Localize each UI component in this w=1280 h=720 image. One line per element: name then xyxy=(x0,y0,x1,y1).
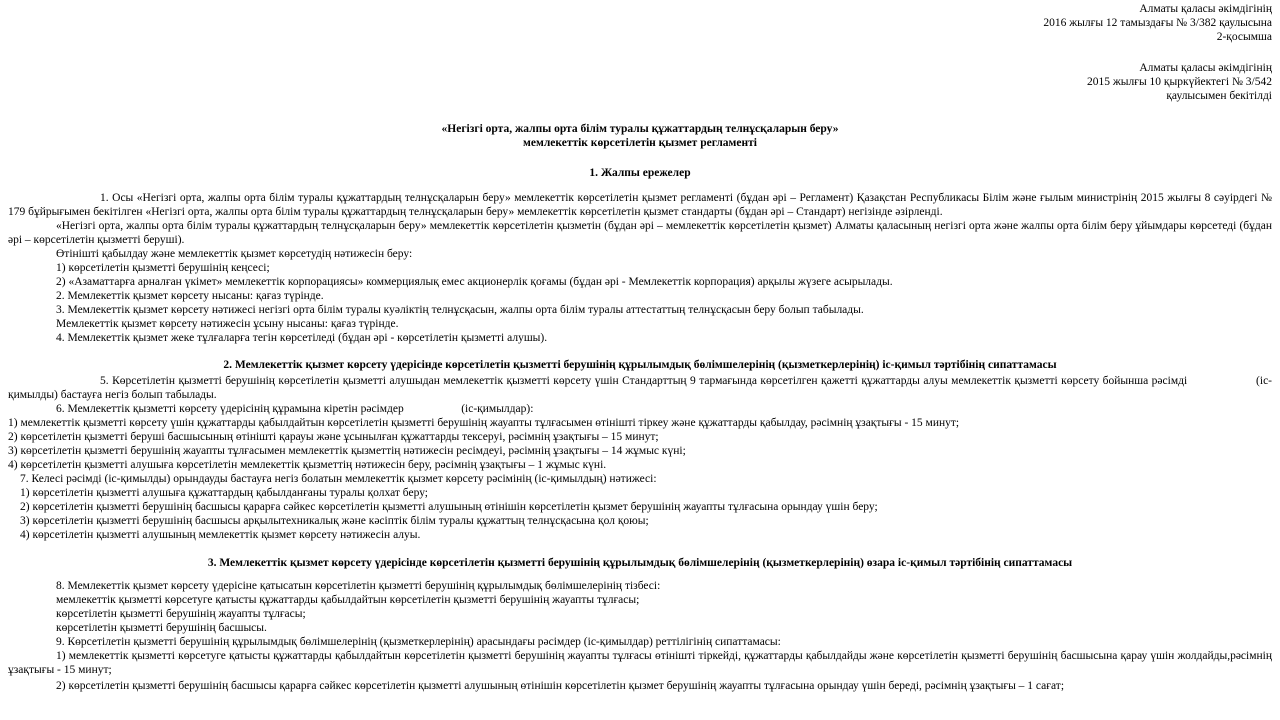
section-3-heading: 3. Мемлекеттік қызмет көрсету үдерісінде көрсетілетін қызметті берушінің құрылымдық бөлімшелерінің (қызметкерлерінің) өзара іс-қимыл тәртібінің сипаттамасы xyxy=(207,557,1073,569)
paragraph-4: 4. Мемлекеттік қызмет жеке тұлғаларға тегін көрсетіледі (бұдан әрі - көрсетілетін қызметті алушы). xyxy=(56,332,548,344)
approval-line: қаулысымен бекітілді xyxy=(1166,90,1272,102)
list-item: 3) көрсетілетін қызметті берушінің басшысы арқылытехникалық және кәсіптік білім туралы құжаттың телнұсқасына қол қоюы; xyxy=(20,515,649,527)
list-item: 1) көрсетілетін қызметті алушыға құжаттардың қабылданғаны туралы қолхат беру; xyxy=(20,487,429,499)
list-item: 4) көрсетілетін қызметті алушыға көрсетілетін мемлекеттік қызметтің нәтижесін беру, рәсімнің ұзақтығы – 1 жұмыс күні. xyxy=(8,459,607,471)
annex-line: 2016 жылғы 12 тамыздағы № 3/382 қаулысына xyxy=(1043,17,1272,29)
list-item: мемлекеттік қызметті көрсетуге қатысты құжаттарды қабылдайтын көрсетілетін қызметті берушінің жауапты тұлғасы; xyxy=(56,594,640,606)
paragraph-3: 3. Мемлекеттік қызмет көрсету нәтижесі негізгі орта білім туралы куәліктің телнұсқасын, жалпы орта білім туралы аттестаттың телнұсқасын беру болып табылады. xyxy=(56,304,864,316)
section-2-body xyxy=(8,374,1272,542)
list-item: 4) көрсетілетін қызметті алушының мемлекеттік қызмет көрсету нәтижесін алуы. xyxy=(20,529,421,541)
paragraph-5: 5. Көрсетілетін қызметті берушінің көрсетілетін қызметті алушыдан мемлекеттік қызметті көрсету үшін Стандарттың 9 тармағында көрсетілген қажетті құжаттарды алуы мемлекеттік қызметті көрсету бойынша рәсімді (іс-қимылды) бастауға негіз болып табылады. xyxy=(8,375,1272,401)
list-item: 1) көрсетілетін қызметті берушінің кеңсесі; xyxy=(56,262,270,274)
annex-line: Алматы қаласы әкімдігінің xyxy=(1139,3,1272,15)
section-1-heading: 1. Жалпы ережелер xyxy=(589,167,691,179)
document-title xyxy=(8,122,1272,150)
list-item: 1) мемлекеттік қызметті көрсетуге қатысты құжаттарды қабылдайтын көрсетілетін қызметті берушінің жауапты тұлғасы өтінішті тіркейді, құжаттарды қабылдайды және көрсетілетін қызметті берушінің басшысына қарау үшін жолдайды,рәсімнің ұзақтығы - 15 минут; xyxy=(8,650,1272,676)
paragraph-2: 2. Мемлекеттік қызмет көрсету нысаны: қағаз түрінде. xyxy=(56,290,324,302)
section-1-body xyxy=(8,191,1272,345)
annex-block xyxy=(8,2,1272,44)
list-item: көрсетілетін қызметті берушінің басшысы. xyxy=(56,622,267,634)
approval-line: Алматы қаласы әкімдігінің xyxy=(1139,62,1272,74)
list-item: 3) көрсетілетін қызметті берушінің жауапты тұлғасымен мемлекеттік қызметтің нәтижесін ресімдеуі, рәсімнің ұзақтығы – 14 жұмыс күні; xyxy=(8,445,686,457)
approval-line: 2015 жылғы 10 қыркүйектегі № 3/542 xyxy=(1086,76,1272,88)
paragraph-6: 6. Мемлекеттік қызметті көрсету үдерісінің құрамына кіретін рәсімдер (іс-қимылдар): xyxy=(56,403,534,415)
document-title-line: «Негізгі орта, жалпы орта білім туралы құжаттардың телнұсқаларын беру» xyxy=(441,123,839,135)
document-title-line: мемлекеттік көрсетілетін қызмет регламенті xyxy=(523,137,757,149)
list-item: 2) көрсетілетін қызметті берушінің басшысы қарарға сәйкес көрсетілетін қызметті алушының өтінішін көрсетілетін қызмет берушінің жауапты тұлғасына орындау үшін береді, рәсімнің ұзақтығы – 1 сағат; xyxy=(56,680,1065,692)
list-item: 2) көрсетілетін қызметті берушінің басшысы қарарға сәйкес көрсетілетін қызметті алушының өтінішін көрсетілетін қызмет берушінің жауапты тұлғасына орындау үшін беру; xyxy=(20,501,878,513)
section-3-body xyxy=(8,579,1272,693)
section-2-heading: 2. Мемлекеттік қызмет көрсету үдерісінде көрсетілетін қызметті берушінің құрылымдық бөлімшелерінің (қызметкерлерінің) іс-қимыл тәртібінің сипаттамасы xyxy=(223,359,1057,371)
approval-block xyxy=(8,61,1272,103)
paragraph-1: 1. Осы «Негізгі орта, жалпы орта білім туралы құжаттардың телнұсқаларын беру» мемлекеттік көрсетілетін қызмет регламенті (бұдан әрі – Регламент) Қазақстан Республикасы Білім және ғылым министрінің 2015 жылғы 8 сәуірдегі № 179 бұйрығымен бекітілген «Негізгі орта, жалпы орта білім туралы құжаттардың телнұсқаларын беру» мемлекеттік көрсетілетін қызмет стандарты (бұдан әрі – Стандарт) негізінде әзірленді. xyxy=(8,192,1272,218)
paragraph-1b: Өтінішті қабылдау және мемлекеттік қызмет көрсетудің нәтижесін беру: xyxy=(56,248,413,260)
annex-line: 2-қосымша xyxy=(1216,31,1272,43)
list-item: көрсетілетін қызметті берушінің жауапты тұлғасы; xyxy=(56,608,306,620)
paragraph-1a: «Негізгі орта, жалпы орта білім туралы құжаттардың телнұсқаларын беру» мемлекеттік көрсетілетін қызметін (бұдан әрі – мемлекеттік көрсетілетін қызмет) Алматы қаласының негізгі орта және жалпы орта білім беру ұйымдары көрсетеді (бұдан әрі – көрсетілетін қызметті беруші). xyxy=(8,220,1272,246)
paragraph-8: 8. Мемлекеттік қызмет көрсету үдерісіне қатысатын көрсетілетін қызметті берушінің құрылымдық бөлімшелерінің тізбесі: xyxy=(56,580,661,592)
paragraph-9: 9. Көрсетілетін қызметті берушінің құрылымдық бөлімшелерінің (қызметкерлерінің) арасындағы рәсімдер (іс-қимылдар) реттілігінің сипаттамасы: xyxy=(56,636,781,648)
list-item: 2) көрсетілетін қызметті беруші басшысының өтінішті қарауы және ұсынылған құжаттарды тексеруі, рәсімнің ұзақтығы – 15 минут; xyxy=(8,431,659,443)
list-item: 1) мемлекеттік қызметті көрсету үшін құжаттарды қабылдайтын көрсетілетін қызметті берушінің жауапты тұлғасымен өтінішті тіркеу және құжаттарды қабылдау, рәсімнің ұзақтығы - 15 минут; xyxy=(8,417,960,429)
paragraph-7: 7. Келесі рәсімді (іс-қимылды) орындауды бастауға негіз болатын мемлекеттік қызмет көрсету рәсімінің (іс-қимылдың) нәтижесі: xyxy=(20,473,657,485)
list-item: 2) «Азаматтарға арналған үкімет» мемлекеттік корпорациясы» коммерциялық емес акционерлік қоғамы (бұдан әрі - Мемлекеттік корпорация) арқылы жүзеге асырылады. xyxy=(56,276,893,288)
paragraph-3a: Мемлекеттік қызмет көрсету нәтижесін ұсыну нысаны: қағаз түрінде. xyxy=(56,318,399,330)
